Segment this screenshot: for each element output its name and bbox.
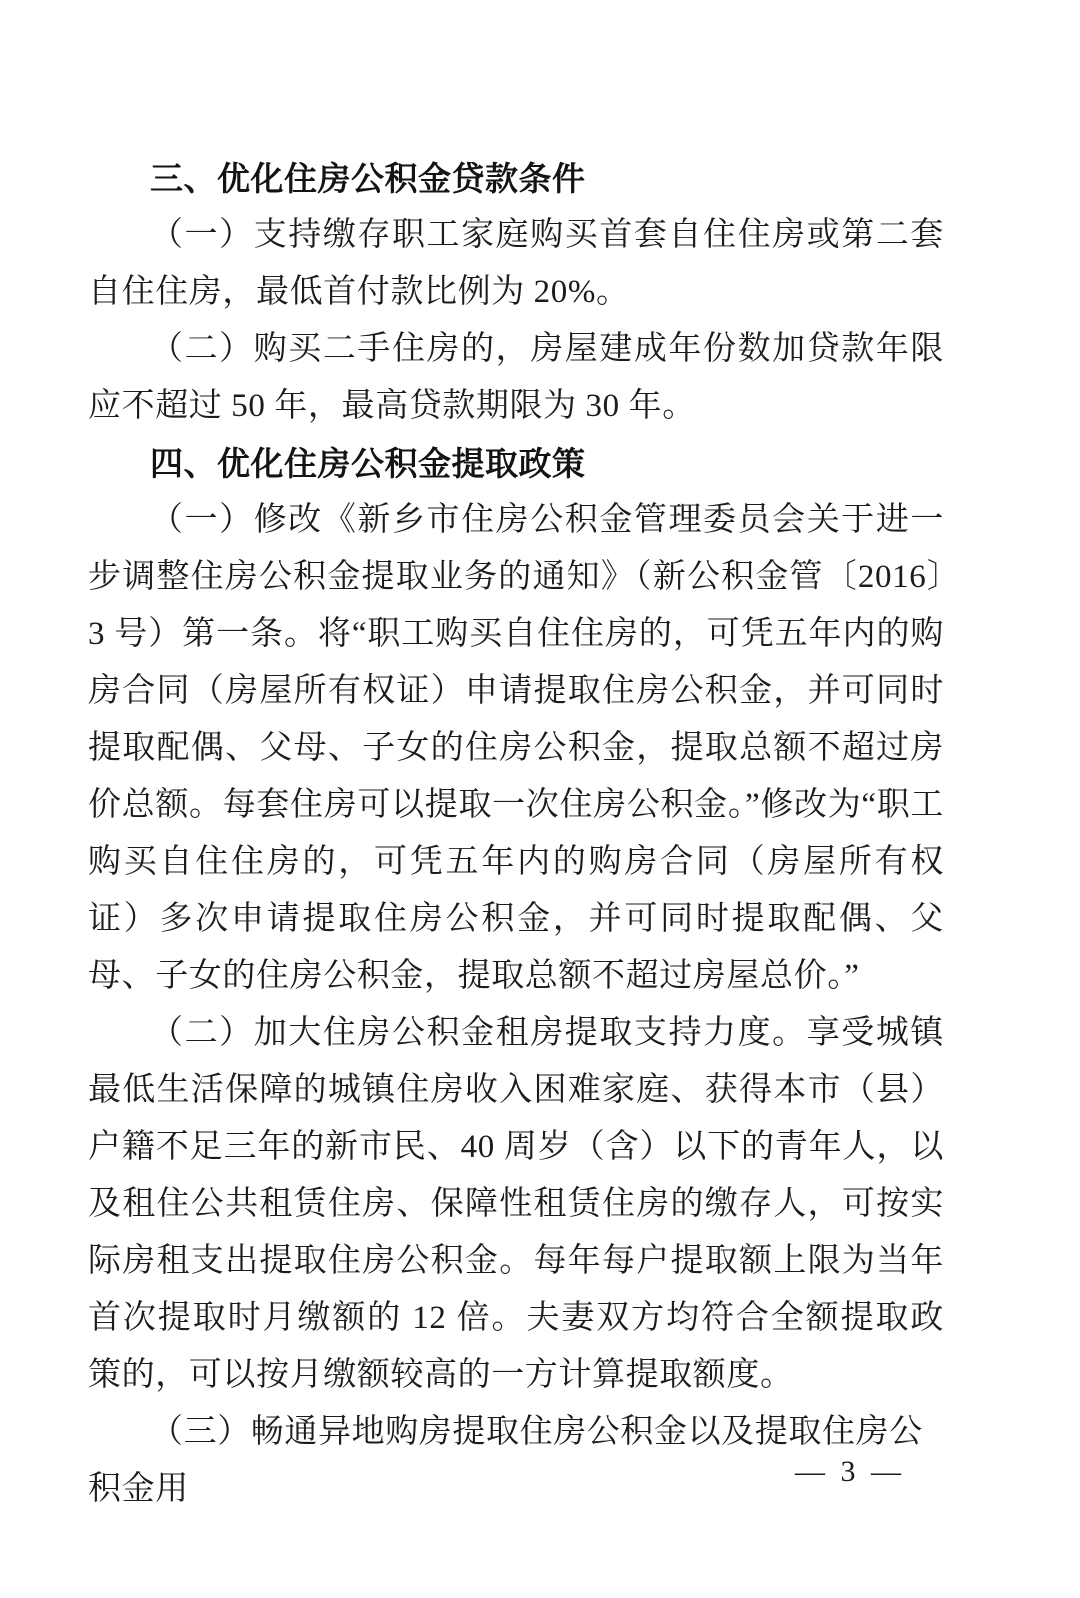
- paragraph-section4-item2: （二）加大住房公积金租房提取支持力度。享受城镇最低生活保障的城镇住房收入困难家庭、获得本市（县）户籍不足三年的新市民、40 周岁（含）以下的青年人，以及租住公共租赁住房、保障性租赁住房的缴存人，可按实际房租支出提取住房公积金。每年每户提取额上限为当年首次提取时月缴额的 12 倍。夫妻双方均符合全额提取政策的，可以按月缴额较高的一方计算提取额度。: [88, 1015, 944, 1393]
- section-heading-four: 四、优化住房公积金提取政策: [150, 445, 586, 482]
- paragraph-section4-item1: （一）修改《新乡市住房公积金管理委员会关于进一步调整住房公积金提取业务的通知》（新公积金管〔2016〕3 号）第一条。将“职工购买自住住房的，可凭五年内的购房合同（房屋所有权证）申请提取住房公积金，并可同时提取配偶、父母、子女的住房公积金，提取总额不超过房价总额。每套住房可以提取一次住房公积金。”修改为“职工购买自住住房的，可凭五年内的购房合同（房屋所有权证）多次申请提取住房公积金，并可同时提取配偶、父母、子女的住房公积金，提取总额不超过房屋总价。”: [88, 502, 944, 994]
- paragraph-section3-item1: （一）支持缴存职工家庭购买首套自住住房或第二套自住住房，最低首付款比例为 20%。: [88, 217, 944, 310]
- section-heading-three: 三、优化住房公积金贷款条件: [150, 160, 586, 197]
- page-body: [88, 150, 944, 1518]
- paragraph-section3-item2: （二）购买二手住房的，房屋建成年份数加贷款年限应不超过 50 年，最高贷款期限为 30 年。: [88, 331, 944, 424]
- paragraph-section4-item3: （三）畅通异地购房提取住房公积金以及提取住房公积金用: [88, 1414, 923, 1507]
- page-number: — 3 —: [795, 1455, 905, 1488]
- page-footer: [0, 1452, 1080, 1492]
